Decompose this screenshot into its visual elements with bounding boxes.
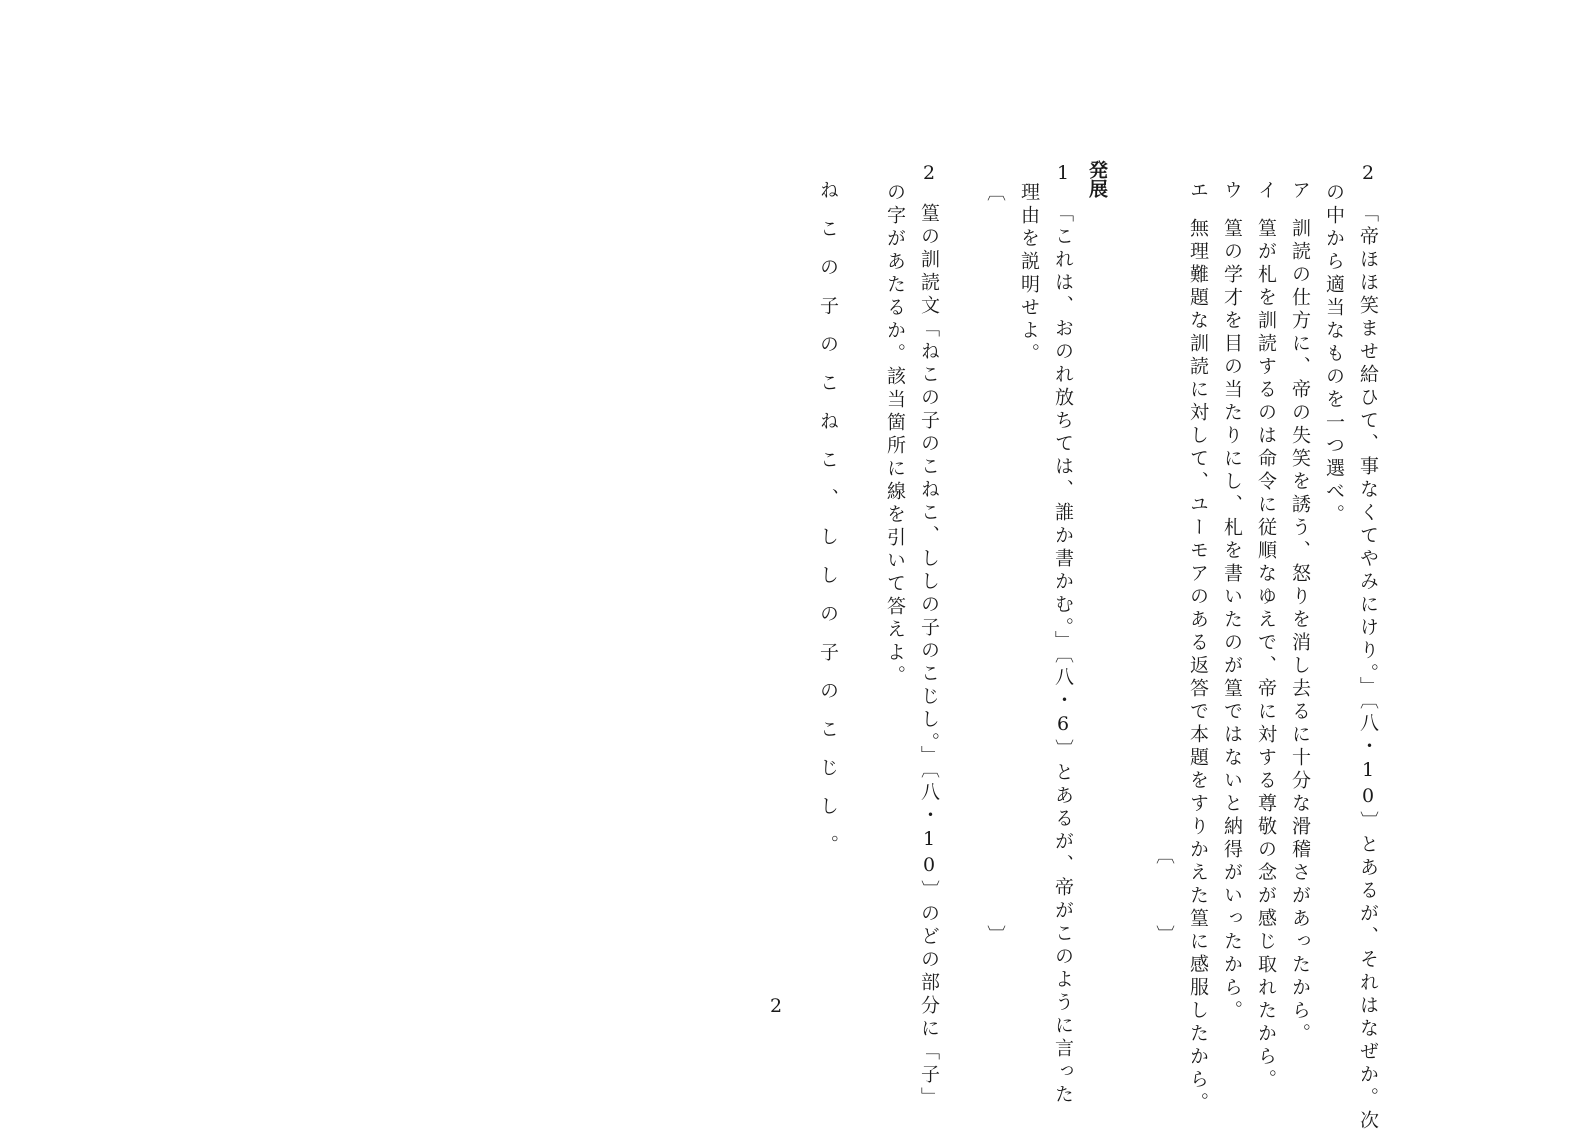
q2-option-a-label: ア — [1289, 180, 1311, 203]
hatten-q1-line1: 「これは、おのれ放ちては、誰か書かむ。」〔八・6〕とあるが、帝がこのように言った — [1052, 203, 1074, 1107]
q2-option-i-text: 篁が札を訓読するのは命令に従順なゆえで、帝に対する尊敬の念が感じ取れたから。 — [1255, 218, 1277, 1092]
hatten-q2-line1: 篁の訓読文「ねこの子のこねこ、ししの子のこじし。」〔八・10〕のどの部分に「子」 — [918, 203, 940, 1110]
hatten-q1-number: 1 — [1052, 162, 1074, 188]
q2-option-a-text: 訓読の仕方に、帝の失笑を誘う、怒りを消し去るに十分な滑稽さがあったから。 — [1289, 218, 1311, 1046]
q2-answer-bracket-close: 〕 — [1153, 925, 1175, 948]
q2-answer-bracket-open: 〔 — [1153, 845, 1175, 868]
q2-line2: の中から適当なものを一つ選べ。 — [1323, 182, 1345, 527]
q2-option-u-text: 篁の学才を目の当たりにし、札を書いたのが篁ではないと納得がいったから。 — [1221, 218, 1243, 1023]
hatten-q1-bracket-close: 〕 — [984, 925, 1006, 948]
q2-number: 2 — [1357, 162, 1379, 188]
q2-line1: 「帝ほほ笑ませ給ひて、事なくてやみにけり。」〔八・10〕とあるが、それはなぜか。次 — [1357, 203, 1379, 1133]
q2-option-u-label: ウ — [1221, 180, 1243, 203]
q2-option-i-label: イ — [1255, 180, 1277, 203]
page-number: 2 — [770, 995, 783, 1017]
hatten-q2-line2: の字があたるか。該当箇所に線を引いて答えよ。 — [884, 182, 906, 688]
q2-option-e-text: 無理難題な訓読に対して、ユーモアのある返答で本題をすりかえた篁に感服したから。 — [1187, 218, 1209, 1115]
hatten-q2-number: 2 — [918, 162, 940, 188]
hatten-q2-sample-text: ねこの子のこねこ、ししの子のこじし。 — [817, 180, 839, 873]
hatten-q1-line2: 理由を説明せよ。 — [1018, 182, 1040, 366]
q2-option-e-label: エ — [1187, 180, 1209, 203]
hatten-q1-bracket-open: 〔 — [984, 182, 1006, 205]
section-heading: 発展 — [1086, 160, 1108, 198]
